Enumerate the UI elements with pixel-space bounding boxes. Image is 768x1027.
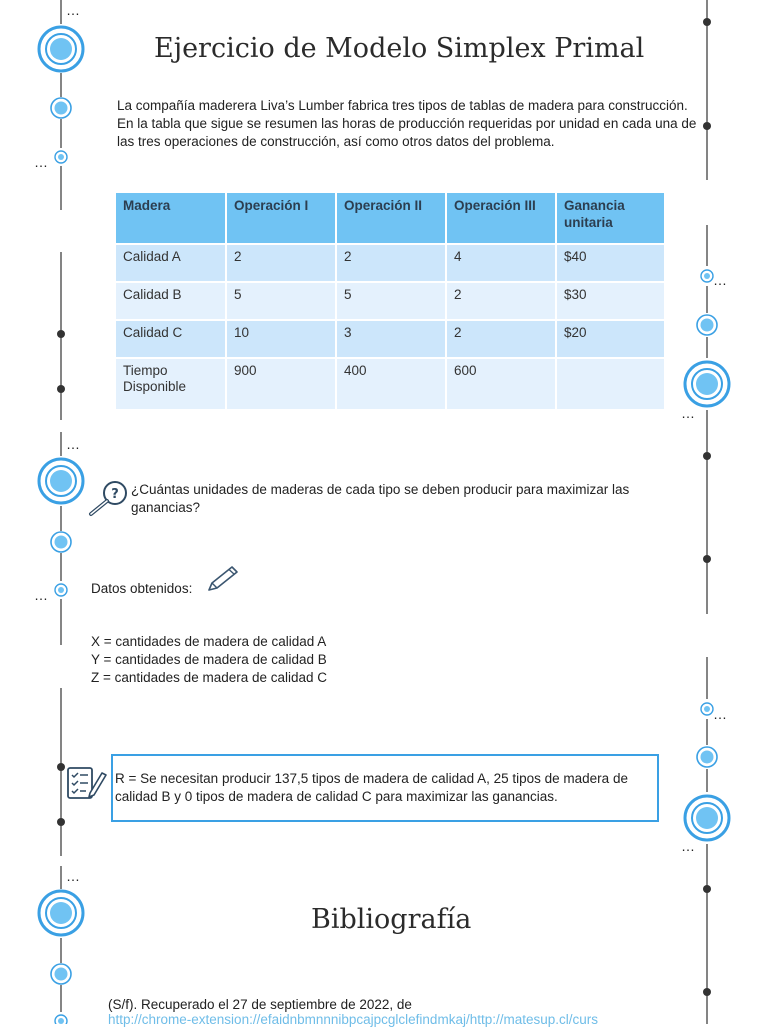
- variable-line: Y = cantidades de madera de calidad B: [91, 652, 327, 667]
- small-circle: [701, 270, 713, 282]
- table-row: [116, 358, 665, 410]
- page-title: Ejercicio de Modelo Simplex Primal: [154, 33, 645, 64]
- variables-list: [91, 633, 327, 687]
- table-cell: 5: [226, 282, 336, 320]
- table-header-cell: Ganancia unitaria: [556, 193, 665, 244]
- ellipsis-mark: …: [66, 2, 80, 18]
- ellipsis-mark: …: [713, 272, 727, 288]
- table-cell: 2: [226, 244, 336, 282]
- data-label-text: Datos obtenidos:: [91, 581, 193, 596]
- data-label: [91, 580, 192, 598]
- ellipsis-mark: …: [34, 154, 48, 170]
- table-cell: 900: [226, 358, 336, 410]
- ellipsis-mark: …: [681, 838, 695, 854]
- question-text: ¿Cuántas unidades de maderas de cada tipo se deben producir para maximizar las ganancias?: [131, 482, 630, 515]
- small-circle: [701, 703, 713, 715]
- table-cell: 600: [446, 358, 556, 410]
- table-cell: Tiempo Disponible: [116, 358, 226, 410]
- small-circle: [55, 1015, 67, 1024]
- table-cell: $40: [556, 244, 665, 282]
- table-header-row: [116, 193, 665, 244]
- variable-line: X = cantidades de madera de calidad A: [91, 634, 327, 649]
- table-cell: Calidad A: [116, 244, 226, 282]
- small-circle: [55, 151, 67, 163]
- bibliography-link[interactable]: http://chrome-extension://efaidnbmnnnibpcajpcglclefindmkaj/http://matesup.cl/curs: [108, 1012, 599, 1027]
- medium-circle: [697, 747, 717, 767]
- table-cell: 5: [336, 282, 446, 320]
- ellipsis-mark: …: [681, 405, 695, 421]
- table-cell: [556, 358, 665, 410]
- table-row: [116, 320, 665, 358]
- small-circle: [55, 584, 67, 596]
- big-circle: [685, 362, 729, 406]
- ellipsis-mark: …: [34, 587, 48, 603]
- medium-circle: [51, 98, 71, 118]
- table-cell: Calidad C: [116, 320, 226, 358]
- table-cell: 400: [336, 358, 446, 410]
- table-cell: 4: [446, 244, 556, 282]
- ellipsis-mark: …: [713, 706, 727, 722]
- ellipsis-mark: …: [66, 436, 80, 452]
- variable-line: Z = cantidades de madera de calidad C: [91, 670, 328, 685]
- table-header-cell: Operación III: [446, 193, 556, 244]
- medium-circle: [51, 532, 71, 552]
- checklist-icon: [64, 763, 108, 803]
- big-circle: [685, 796, 729, 840]
- magnifier-question-icon: [86, 480, 130, 518]
- big-circle: [39, 459, 83, 503]
- table-cell: $20: [556, 320, 665, 358]
- table-cell: 3: [336, 320, 446, 358]
- svg-text:?: ?: [111, 487, 119, 502]
- table-cell: 2: [336, 244, 446, 282]
- bibliography-text: (S/f). Recuperado el 27 de septiembre de 2022, de: [108, 997, 412, 1012]
- data-table: [116, 193, 666, 411]
- pencil-icon: [205, 564, 241, 594]
- bibliography-title: Bibliografía: [311, 904, 472, 935]
- medium-circle: [697, 315, 717, 335]
- answer-box: [111, 754, 659, 822]
- big-circle: [39, 891, 83, 935]
- table-row: [116, 244, 665, 282]
- intro-paragraph: La compañía maderera Liva’s Lumber fabrica tres tipos de tablas de madera para construcción. En la tabla que sigue se resumen las horas de producción requeridas por unidad en cada una de las tres operaciones de construcción, así como otros datos del problema.: [117, 98, 697, 149]
- medium-circle: [51, 964, 71, 984]
- ellipsis-mark: …: [66, 868, 80, 884]
- table-cell: 10: [226, 320, 336, 358]
- table-header-cell: Operación II: [336, 193, 446, 244]
- table-cell: Calidad B: [116, 282, 226, 320]
- table-cell: $30: [556, 282, 665, 320]
- table-cell: 2: [446, 282, 556, 320]
- answer-text: R = Se necesitan producir 137,5 tipos de madera de calidad A, 25 tipos de madera de calidad B y 0 tipos de madera de calidad C para maximizar las ganancias.: [115, 771, 628, 804]
- table-row: [116, 282, 665, 320]
- table-header-cell: Madera: [116, 193, 226, 244]
- big-circle: [39, 27, 83, 71]
- table-cell: 2: [446, 320, 556, 358]
- table-header-cell: Operación I: [226, 193, 336, 244]
